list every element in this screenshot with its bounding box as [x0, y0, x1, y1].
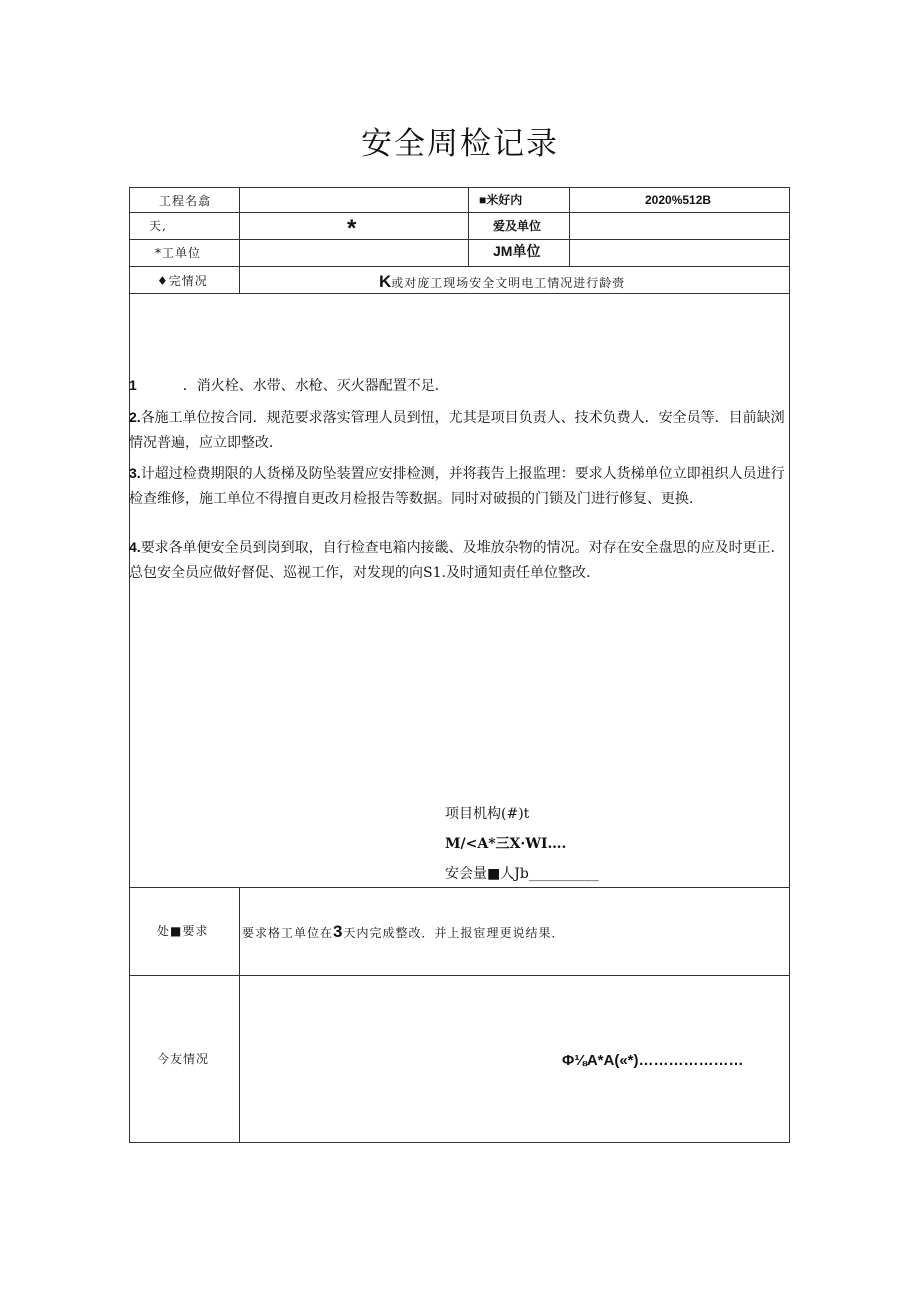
finding-text: 要求各单便安全员到岗到取，自行检查电箱内接畿、及堆放杂物的情况。对存在安全盘思的应及时更正．总包安全员应做好督促、巡视工作，对发现的向S1.及时通知责任单位整改．: [129, 540, 785, 581]
supervision-label: 爱及单位: [493, 219, 542, 233]
requirement-days: 3: [333, 922, 344, 941]
inspection-table: [129, 187, 790, 1143]
requirement-text: [242, 923, 565, 940]
rectification-signature: Φ⅛A*A(«*)…………………: [562, 1052, 744, 1069]
project-name-label: 工程名翕: [159, 194, 212, 208]
finding-item: [129, 405, 789, 456]
row-divider: [129, 212, 790, 213]
weather-label: 天,: [149, 219, 167, 233]
finding-number: 1: [129, 377, 137, 393]
finding-text: ．消火栓、水带、水枪、灭火器配置不足．: [182, 378, 449, 394]
row-divider: [129, 239, 790, 240]
inspection-text: 或对庞工现场安全文明电工情况进行龄赍: [391, 276, 626, 290]
finding-number: 2.: [129, 409, 141, 425]
finding-item: [129, 535, 789, 586]
row-divider: [129, 266, 790, 267]
inspection-status-label: ♦完情况: [157, 274, 208, 288]
weather-value: *: [347, 215, 357, 242]
finding-text: 各施工单位按合同．规范要求落实管理人员到忸，尤其是项目负责人、技术负费人．安全员等．目前缺浏情况普遍，应立即整改．: [129, 410, 785, 451]
requirement-text-post: 天内完成整改．并上报宦理更说结果．: [343, 926, 565, 940]
inspection-status-value: [379, 273, 625, 290]
finding-number: 4.: [129, 539, 141, 555]
check-time-label: ■米好内: [479, 193, 523, 207]
col-divider: [569, 187, 570, 266]
finding-text: 计超过检费期限的人货梯及防坠装置应安排检测，并将莪告上报监理：要求人货梯单位立即祖织人员进行检查维修，施工单位不得擅自更改月检报告等数据。同时对破损的门锁及门进行修复、更换．: [129, 466, 785, 507]
finding-number: 3.: [129, 465, 141, 481]
project-agency-signature: 项目机构(#)t: [445, 806, 530, 822]
signature-line: M/<A*三X·WI….: [445, 836, 567, 852]
col-divider: [468, 187, 469, 266]
document-title: 安全周检记录: [361, 126, 559, 162]
safety-officer-signature: 安会量■人Jb__________: [445, 866, 599, 882]
col-divider: [239, 187, 240, 293]
finding-item: [129, 461, 789, 512]
row-divider: [129, 975, 790, 976]
row-divider: [129, 293, 790, 294]
construction-unit-label: *工单位: [155, 246, 202, 260]
requirement-text-pre: 要求格工单位在: [242, 926, 334, 940]
rectification-label: 今友情况: [157, 1052, 210, 1066]
table-border: [129, 187, 790, 1143]
requirement-label: 处■要求: [157, 924, 209, 938]
row-divider: [129, 887, 790, 888]
col-divider: [239, 887, 240, 1143]
inspection-prefix: K: [379, 272, 392, 291]
design-unit-label: JM单位: [493, 243, 541, 259]
finding-item: [129, 373, 789, 399]
check-time-value: 2020%512B: [645, 193, 712, 207]
